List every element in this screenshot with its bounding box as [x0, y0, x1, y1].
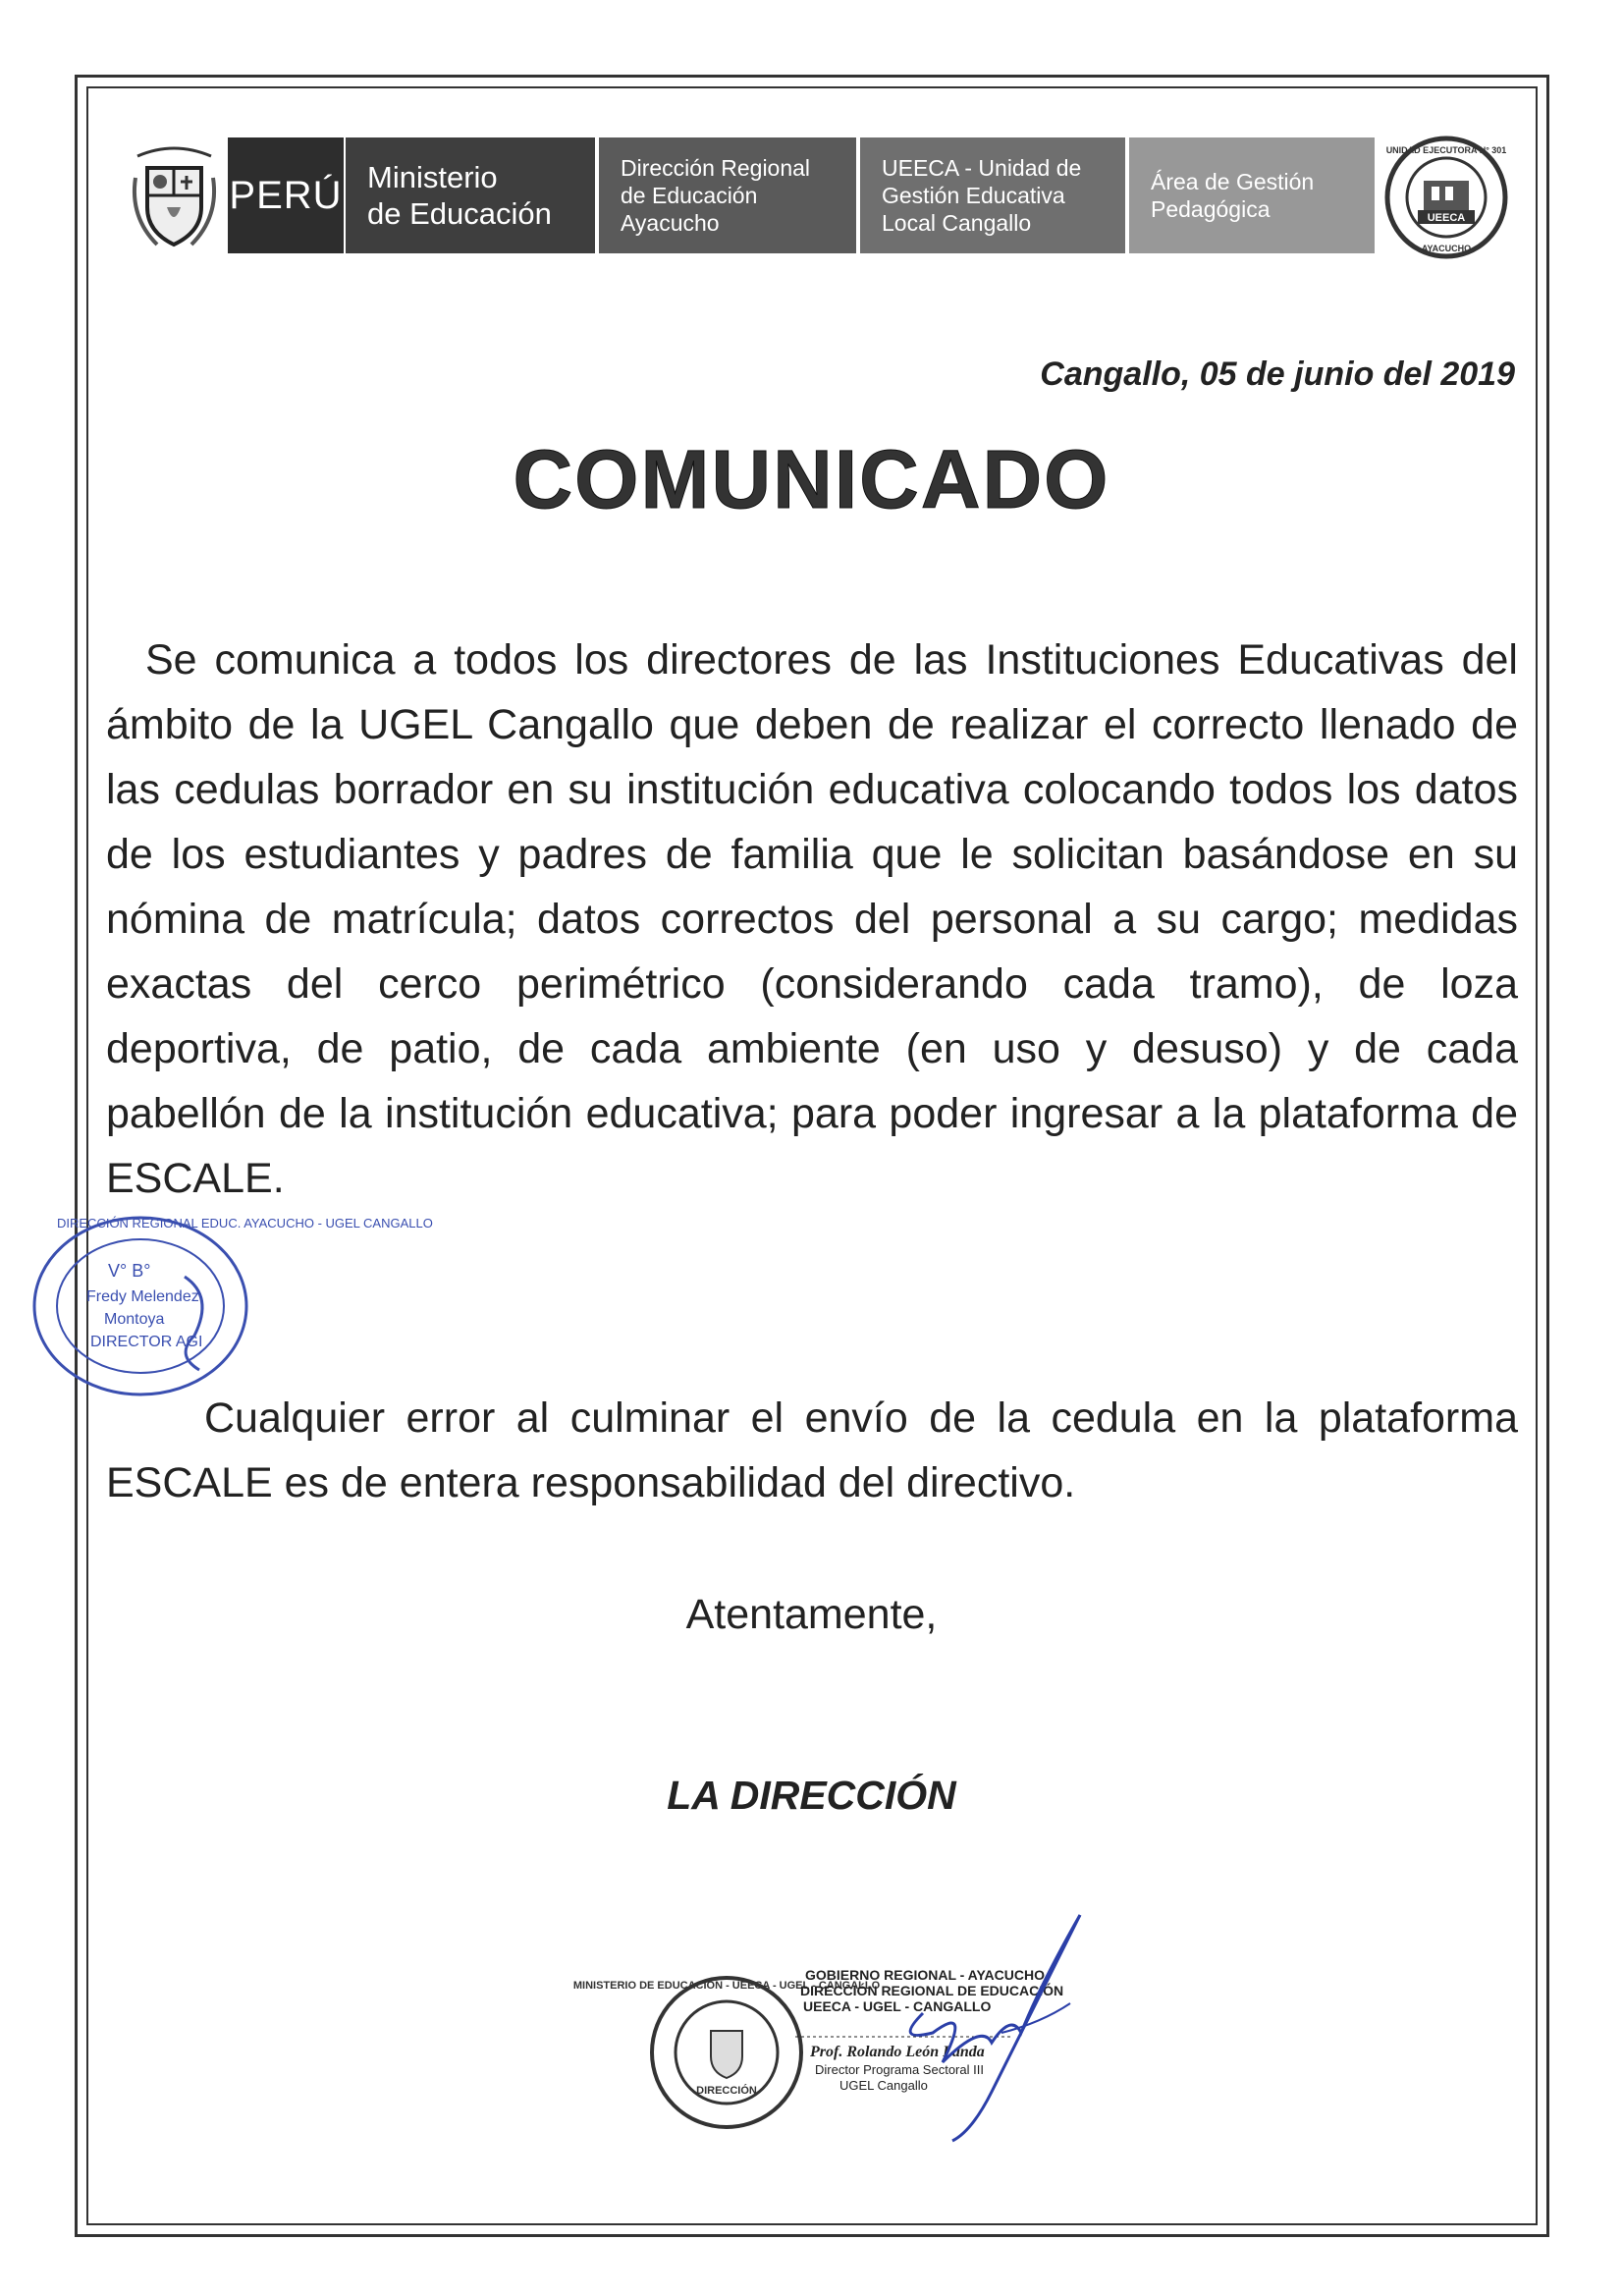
document-title: COMUNICADO	[513, 433, 1110, 525]
approval-stamp	[27, 1208, 433, 1404]
ueeca-seal-icon	[1382, 134, 1510, 261]
block-line-1: GOBIERNO REGIONAL - AYACUCHO	[805, 1967, 1045, 1983]
ministry-text: Ministerio de Educación	[367, 160, 552, 231]
body-paragraph-2: Cualquier error al culminar el envío de la cedula en la plataforma ESCALE es de entera responsabilidad del directivo.	[106, 1394, 1518, 1506]
stamp-line-4: DIRECTOR AGI	[90, 1334, 203, 1350]
document-date: Cangallo, 05 de junio del 2019	[1040, 355, 1515, 393]
stamp-line-2: Fredy Melendez	[86, 1288, 199, 1305]
stamp-line-3: Montoya	[104, 1311, 165, 1328]
peru-text: PERÚ	[229, 173, 343, 217]
block-line-3: UEECA - UGEL - CANGALLO	[803, 1998, 992, 2014]
ministry-label	[346, 137, 595, 253]
ueeca-text: UEECA - Unidad de Gestión Educativa Local Cangallo	[882, 155, 1082, 236]
regional-direction-label	[599, 137, 856, 253]
body-paragraph-1: Se comunica a todos los directores de las Instituciones Educativas del ámbito de la UGEL Cangallo que deben de realizar el correcto llenado de las cedulas borrador en su institución educativa colocando todos los datos de los estudiantes y padres de familia que le solicitan basándose en su nómina de matrícula; datos correctos del personal a su cargo; medidas exactas del cerco perimétrico (considerando cada tramo), de loza deportiva, de patio, de cada ambiente (en uso y desuso) y de cada pabellón de la institución educativa; para poder ingresar a la plataforma de ESCALE.	[106, 636, 1518, 1202]
block-line-6: UGEL Cangallo	[839, 2078, 928, 2093]
signoff-text: LA DIRECCIÓN	[667, 1773, 956, 1818]
seal-top-text: UNIDAD EJECUTORA N° 301	[1385, 145, 1507, 155]
regional-direction-text: Dirección Regional de Educación Ayacucho	[621, 155, 811, 236]
letterhead	[128, 134, 1507, 261]
stamp-ring-text: DIRECCIÓN REGIONAL EDUC. AYACUCHO - UGEL CANGALLO	[57, 1216, 433, 1230]
ueeca-label	[860, 137, 1125, 253]
block-line-4: Prof. Rolando León Landa	[810, 2044, 985, 2060]
block-line-2: DIRECCIÓN REGIONAL DE EDUCACIÓN	[800, 1983, 1064, 1998]
peru-coat-of-arms-icon	[128, 138, 221, 254]
block-line-5: Director Programa Sectoral III	[815, 2062, 984, 2077]
handwritten-signature	[746, 1895, 1139, 2160]
seal-ring-text: MINISTERIO DE EDUCACIÓN - UEECA - UGEL - CANGALLO	[572, 1980, 881, 1992]
area-text: Área de Gestión Pedagógica	[1151, 169, 1315, 222]
stamp-line-1: V° B°	[108, 1261, 151, 1281]
seal-badge-text: UEECA	[1427, 212, 1466, 224]
peru-label	[228, 137, 344, 253]
area-label	[1129, 137, 1375, 253]
closing-text: Atentamente,	[685, 1591, 938, 1638]
seal-center-text: DIRECCIÓN	[696, 2085, 757, 2097]
seal-bottom-text: AYACUCHO	[1421, 244, 1472, 253]
